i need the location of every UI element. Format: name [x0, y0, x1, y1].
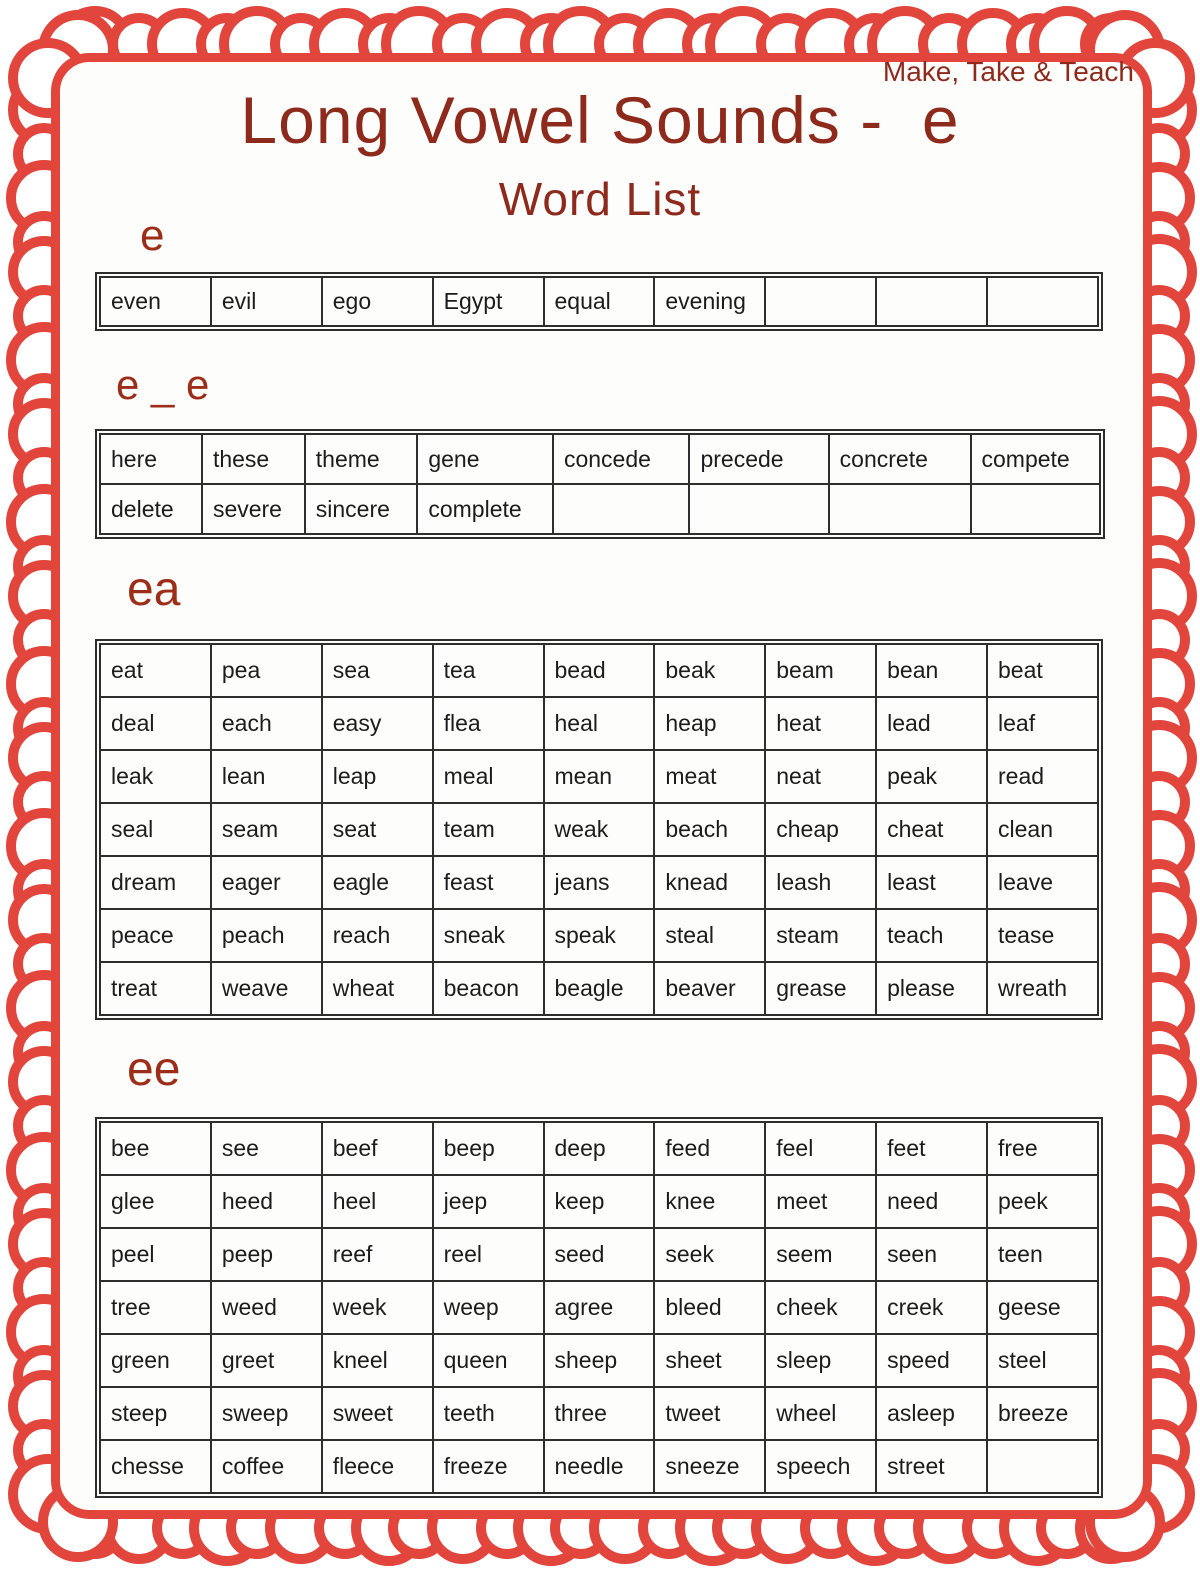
- word-cell: cheap: [765, 803, 876, 856]
- word-cell: please: [876, 962, 987, 1015]
- word-cell: delete: [100, 484, 202, 534]
- word-cell: wheel: [765, 1387, 876, 1440]
- section-label-e: e: [140, 211, 165, 260]
- word-table: [99, 643, 1099, 1016]
- table-row: [100, 644, 1098, 697]
- word-cell: concrete: [829, 434, 971, 484]
- word-cell: these: [202, 434, 305, 484]
- table-row: [100, 803, 1098, 856]
- word-cell: peek: [987, 1175, 1098, 1228]
- word-cell: seen: [876, 1228, 987, 1281]
- word-cell: grease: [765, 962, 876, 1015]
- section-label-ea: ea: [127, 563, 181, 616]
- word-cell: freeze: [433, 1440, 544, 1493]
- word-cell: clean: [987, 803, 1098, 856]
- word-cell: leash: [765, 856, 876, 909]
- word-cell: agree: [544, 1281, 655, 1334]
- word-cell: beat: [987, 644, 1098, 697]
- word-cell: bead: [544, 644, 655, 697]
- word-cell: deal: [100, 697, 211, 750]
- table-row: [100, 750, 1098, 803]
- word-cell: fleece: [322, 1440, 433, 1493]
- word-cell: complete: [417, 484, 553, 534]
- word-cell: week: [322, 1281, 433, 1334]
- table-row: [100, 277, 1098, 326]
- word-cell: concede: [553, 434, 690, 484]
- word-cell: asleep: [876, 1387, 987, 1440]
- word-cell: jeans: [544, 856, 655, 909]
- word-cell: feel: [765, 1122, 876, 1175]
- empty-cell: [829, 484, 971, 534]
- word-cell: jeep: [433, 1175, 544, 1228]
- word-cell: neat: [765, 750, 876, 803]
- word-cell: steal: [654, 909, 765, 962]
- word-cell: dream: [100, 856, 211, 909]
- empty-cell: [971, 484, 1101, 534]
- table-row: [100, 697, 1098, 750]
- word-cell: reel: [433, 1228, 544, 1281]
- word-cell: heed: [211, 1175, 322, 1228]
- word-cell: sweep: [211, 1387, 322, 1440]
- word-cell: three: [544, 1387, 655, 1440]
- word-cell: peep: [211, 1228, 322, 1281]
- empty-cell: [765, 277, 876, 326]
- word-cell: severe: [202, 484, 305, 534]
- word-cell: chesse: [100, 1440, 211, 1493]
- word-table-e: [95, 272, 1103, 331]
- word-cell: leak: [100, 750, 211, 803]
- word-cell: speed: [876, 1334, 987, 1387]
- word-cell: beaver: [654, 962, 765, 1015]
- word-cell: keep: [544, 1175, 655, 1228]
- page-subtitle: Word List: [498, 173, 702, 225]
- word-cell: reach: [322, 909, 433, 962]
- word-cell: sheep: [544, 1334, 655, 1387]
- word-cell: flea: [433, 697, 544, 750]
- word-cell: leave: [987, 856, 1098, 909]
- word-cell: feet: [876, 1122, 987, 1175]
- word-cell: cheek: [765, 1281, 876, 1334]
- word-cell: sea: [322, 644, 433, 697]
- word-cell: precede: [689, 434, 828, 484]
- word-table: [99, 1121, 1099, 1494]
- word-cell: bleed: [654, 1281, 765, 1334]
- word-cell: Egypt: [433, 277, 544, 326]
- word-cell: leap: [322, 750, 433, 803]
- word-cell: coffee: [211, 1440, 322, 1493]
- word-cell: free: [987, 1122, 1098, 1175]
- word-cell: even: [100, 277, 211, 326]
- word-cell: glee: [100, 1175, 211, 1228]
- word-cell: peak: [876, 750, 987, 803]
- word-cell: heap: [654, 697, 765, 750]
- word-cell: knee: [654, 1175, 765, 1228]
- word-cell: heal: [544, 697, 655, 750]
- word-cell: beep: [433, 1122, 544, 1175]
- empty-cell: [987, 1440, 1098, 1493]
- table-row: [100, 1122, 1098, 1175]
- word-cell: speak: [544, 909, 655, 962]
- word-cell: see: [211, 1122, 322, 1175]
- word-cell: evening: [654, 277, 765, 326]
- table-row: [100, 434, 1100, 484]
- word-cell: seam: [211, 803, 322, 856]
- word-cell: feast: [433, 856, 544, 909]
- word-cell: weed: [211, 1281, 322, 1334]
- empty-cell: [987, 277, 1098, 326]
- word-cell: least: [876, 856, 987, 909]
- word-cell: teen: [987, 1228, 1098, 1281]
- word-cell: evil: [211, 277, 322, 326]
- word-cell: steam: [765, 909, 876, 962]
- word-table: [99, 433, 1101, 535]
- table-row: [100, 1334, 1098, 1387]
- word-cell: seat: [322, 803, 433, 856]
- word-cell: creek: [876, 1281, 987, 1334]
- empty-cell: [689, 484, 828, 534]
- word-cell: beacon: [433, 962, 544, 1015]
- word-cell: meat: [654, 750, 765, 803]
- word-cell: tea: [433, 644, 544, 697]
- word-cell: greet: [211, 1334, 322, 1387]
- word-cell: meet: [765, 1175, 876, 1228]
- word-cell: knead: [654, 856, 765, 909]
- word-cell: tree: [100, 1281, 211, 1334]
- table-row: [100, 1387, 1098, 1440]
- word-cell: beef: [322, 1122, 433, 1175]
- word-cell: steep: [100, 1387, 211, 1440]
- word-cell: beach: [654, 803, 765, 856]
- table-row: [100, 962, 1098, 1015]
- word-cell: each: [211, 697, 322, 750]
- word-cell: sleep: [765, 1334, 876, 1387]
- word-cell: seed: [544, 1228, 655, 1281]
- word-cell: peace: [100, 909, 211, 962]
- word-cell: lean: [211, 750, 322, 803]
- word-cell: seek: [654, 1228, 765, 1281]
- word-cell: peel: [100, 1228, 211, 1281]
- empty-cell: [876, 277, 987, 326]
- word-cell: team: [433, 803, 544, 856]
- word-cell: feed: [654, 1122, 765, 1175]
- table-row: [100, 856, 1098, 909]
- word-cell: sweet: [322, 1387, 433, 1440]
- word-cell: easy: [322, 697, 433, 750]
- word-cell: tweet: [654, 1387, 765, 1440]
- table-row: [100, 484, 1100, 534]
- word-cell: beak: [654, 644, 765, 697]
- word-cell: need: [876, 1175, 987, 1228]
- word-cell: tease: [987, 909, 1098, 962]
- word-cell: pea: [211, 644, 322, 697]
- word-cell: leaf: [987, 697, 1098, 750]
- word-table-ee: [95, 1117, 1103, 1498]
- empty-cell: [553, 484, 690, 534]
- word-cell: treat: [100, 962, 211, 1015]
- word-table-e-blank-e: [95, 429, 1105, 539]
- word-cell: sincere: [305, 484, 418, 534]
- word-cell: weak: [544, 803, 655, 856]
- word-cell: lead: [876, 697, 987, 750]
- word-cell: meal: [433, 750, 544, 803]
- table-row: [100, 1281, 1098, 1334]
- word-table-ea: [95, 639, 1103, 1020]
- word-cell: seal: [100, 803, 211, 856]
- word-table: [99, 276, 1099, 327]
- word-cell: needle: [544, 1440, 655, 1493]
- word-cell: gene: [417, 434, 553, 484]
- word-cell: green: [100, 1334, 211, 1387]
- table-row: [100, 1175, 1098, 1228]
- word-cell: kneel: [322, 1334, 433, 1387]
- word-cell: equal: [544, 277, 655, 326]
- word-cell: teach: [876, 909, 987, 962]
- section-label-e-blank-e: e _ e: [116, 361, 210, 408]
- word-cell: mean: [544, 750, 655, 803]
- word-cell: compete: [971, 434, 1101, 484]
- word-cell: queen: [433, 1334, 544, 1387]
- page-title: Long Vowel Sounds - e: [240, 83, 960, 157]
- word-cell: breeze: [987, 1387, 1098, 1440]
- word-cell: here: [100, 434, 202, 484]
- section-label-ee: ee: [127, 1043, 181, 1096]
- word-cell: street: [876, 1440, 987, 1493]
- word-cell: theme: [305, 434, 418, 484]
- word-cell: peach: [211, 909, 322, 962]
- word-cell: teeth: [433, 1387, 544, 1440]
- word-cell: heel: [322, 1175, 433, 1228]
- word-cell: beam: [765, 644, 876, 697]
- word-cell: geese: [987, 1281, 1098, 1334]
- word-cell: ego: [322, 277, 433, 326]
- word-cell: reef: [322, 1228, 433, 1281]
- word-cell: deep: [544, 1122, 655, 1175]
- word-cell: seem: [765, 1228, 876, 1281]
- word-cell: wreath: [987, 962, 1098, 1015]
- word-cell: weave: [211, 962, 322, 1015]
- word-cell: bean: [876, 644, 987, 697]
- word-cell: wheat: [322, 962, 433, 1015]
- word-cell: sneak: [433, 909, 544, 962]
- table-row: [100, 909, 1098, 962]
- word-cell: eagle: [322, 856, 433, 909]
- word-cell: eat: [100, 644, 211, 697]
- word-cell: speech: [765, 1440, 876, 1493]
- table-row: [100, 1228, 1098, 1281]
- word-cell: eager: [211, 856, 322, 909]
- word-cell: weep: [433, 1281, 544, 1334]
- word-cell: sneeze: [654, 1440, 765, 1493]
- word-cell: cheat: [876, 803, 987, 856]
- word-cell: read: [987, 750, 1098, 803]
- word-cell: bee: [100, 1122, 211, 1175]
- word-cell: sheet: [654, 1334, 765, 1387]
- brand-text: Make, Take & Teach: [882, 56, 1134, 87]
- word-cell: beagle: [544, 962, 655, 1015]
- word-cell: heat: [765, 697, 876, 750]
- word-cell: steel: [987, 1334, 1098, 1387]
- table-row: [100, 1440, 1098, 1493]
